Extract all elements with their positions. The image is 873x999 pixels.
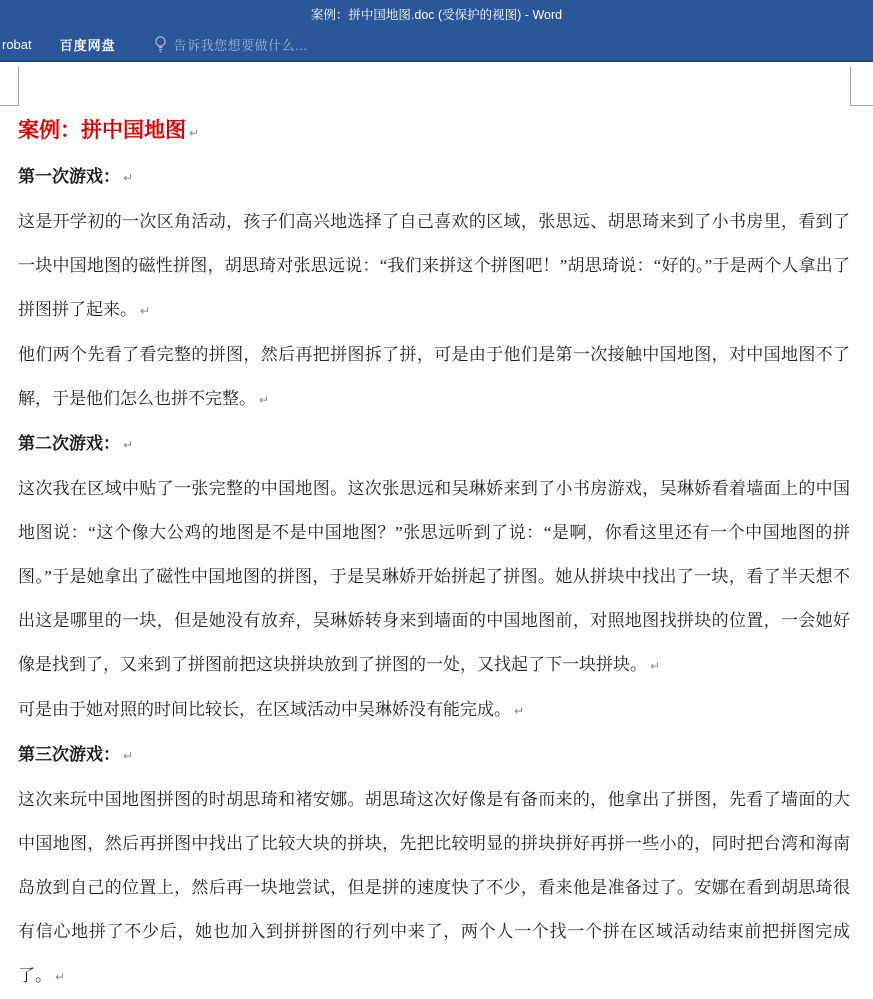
paragraph: 这次我在区域中贴了一张完整的中国地图。这次张思远和吴琳娇来到了小书房游戏，吴琳娇看着墙面上的中国地图说：“这个像大公鸡的地图是不是中国地图？”张思远听到了说：“是啊，你看这里还有一个中国地图的拼图。”于是她拿出了磁性中国地图的拼图，于是吴琳娇开始拼起了拼图。她从拼块中找出了一块，看了半天想不出这是哪里的一块，但是她没有放弃，吴琳娇转身来到墙面的中国地图前，对照地图找拼块的位置，一会她好像是找到了，又来到了拼图前把这块拼块放到了拼图的一处，又找起了下一块拼块。 ↵: [18, 479, 850, 674]
word-ribbon: [0, 0, 873, 62]
window-titlebar: [0, 0, 873, 28]
tell-me-placeholder: 告诉我您想要做什么...: [173, 37, 308, 53]
paragraph-mark-icon: ↵: [123, 171, 134, 185]
paragraph-mark-icon: ↵: [259, 393, 270, 407]
paragraph-mark-icon: ↵: [140, 304, 151, 318]
section-heading-game3: 第三次游戏： ↵: [18, 745, 134, 764]
margin-cropmark-left: [0, 105, 19, 106]
margin-cropmark-right: [850, 67, 851, 105]
document-workspace: [0, 62, 873, 987]
window-title: 案例：拼中国地图.doc (受保护的视图) - Word: [310, 8, 563, 22]
paragraph-mark-icon: ↵: [514, 704, 525, 718]
section-heading-game1: 第一次游戏： ↵: [18, 167, 134, 186]
document-title: 案例：拼中国地图 ↵: [18, 118, 200, 142]
paragraph-mark-icon: ↵: [123, 749, 134, 763]
paragraph-mark-icon: ↵: [123, 438, 134, 452]
paragraph-mark-icon: ↵: [55, 970, 66, 984]
margin-cropmark-left: [18, 67, 19, 105]
paragraph-mark-icon: ↵: [650, 659, 661, 673]
paragraph-mark-icon: ↵: [189, 126, 200, 140]
tab-acrobat[interactable]: robat: [2, 36, 32, 52]
paragraph: 可是由于她对照的时间比较长，在区域活动中吴琳娇没有能完成。 ↵: [18, 700, 525, 719]
document-body[interactable]: [0, 108, 873, 999]
section-heading-game2: 第二次游戏： ↵: [18, 434, 134, 453]
tab-baidu-netdisk[interactable]: 百度网盘: [59, 37, 116, 53]
margin-cropmark-right: [850, 105, 873, 106]
paragraph: 他们两个先看了看完整的拼图，然后再把拼图拆了拼，可是由于他们是第一次接触中国地图，对中国地图不了解，于是他们怎么也拼不完整。 ↵: [18, 345, 850, 408]
lightbulb-icon: [154, 36, 167, 53]
tell-me-box[interactable]: [142, 28, 320, 60]
paragraph: 这是开学初的一次区角活动，孩子们高兴地选择了自己喜欢的区域，张思远、胡思琦来到了小书房里，看到了一块中国地图的磁性拼图，胡思琦对张思远说：“我们来拼这个拼图吧！”胡思琦说：“好的。”于是两个人拿出了拼图拼了起来。 ↵: [18, 212, 850, 319]
ribbon-tab-row: [0, 28, 873, 60]
paragraph: 这次来玩中国地图拼图的时胡思琦和褚安娜。胡思琦这次好像是有备而来的，他拿出了拼图，先看了墙面的大中国地图，然后再拼图中找出了比较大块的拼块，先把比较明显的拼块拼好再拼一些小的，同时把台湾和海南岛放到自己的位置上，然后再一块地尝试，但是拼的速度快了不少，看来他是准备过了。安娜在看到胡思琦很有信心地拼了不少后，她也加入到拼拼图的行列中来了，两个人一个找一个拼在区域活动结束前把拼图完成了。 ↵: [18, 790, 850, 985]
